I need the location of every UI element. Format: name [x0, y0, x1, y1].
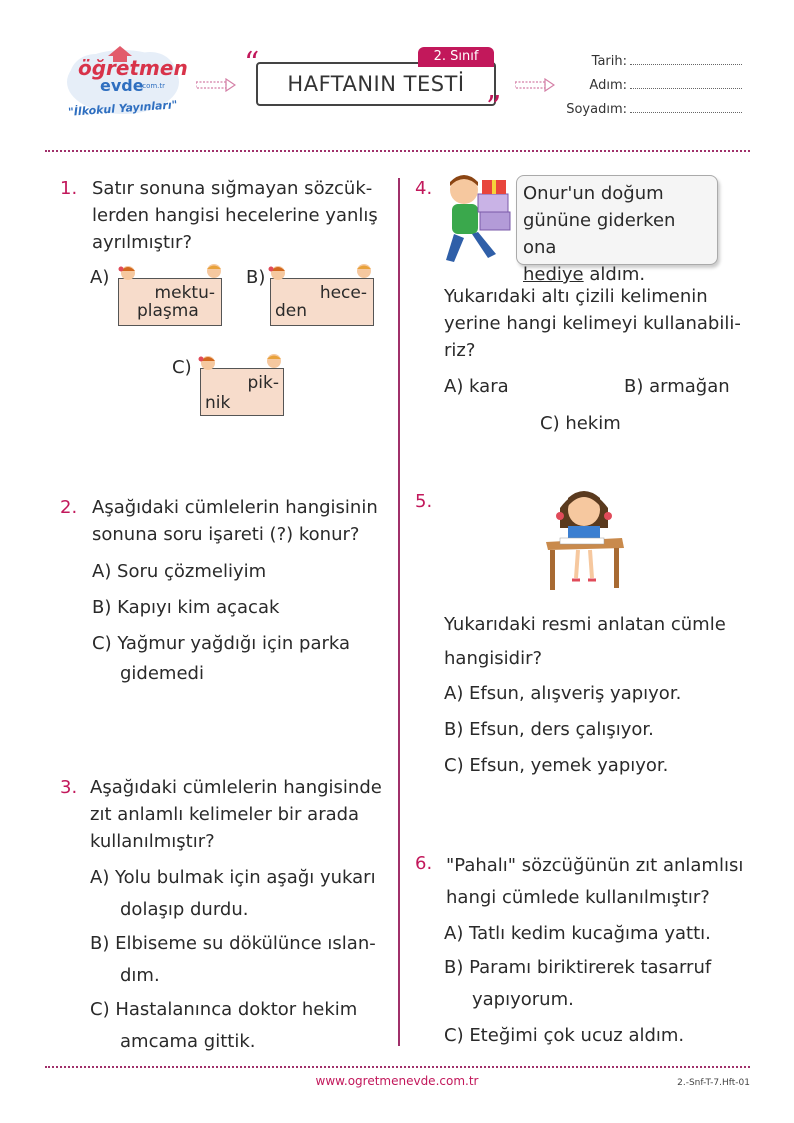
bubble-text: aldım. — [589, 264, 646, 285]
footer-code: 2.-Snf-T-7.Hft-01 — [677, 1078, 750, 1088]
logo-top-text: öğretmen — [78, 56, 188, 80]
bubble-line: Onur'un doğum — [523, 183, 664, 204]
q1-option-a-bottom: plaşma — [137, 301, 199, 321]
boy-with-gifts-icon — [438, 168, 514, 268]
surname-field[interactable] — [542, 102, 742, 117]
girl-studying-icon — [538, 478, 630, 594]
underlined-word: hediye — [523, 264, 584, 285]
q3-option-b-cont[interactable]: dım. — [120, 965, 160, 986]
q6-option-b-cont[interactable]: yapıyorum. — [472, 989, 574, 1010]
q1-option-b-top: hece- — [319, 283, 367, 303]
q3-line: Aşağıdaki cümlelerin hangisinde — [90, 777, 382, 798]
q2-line: sonuna soru işareti (?) konur? — [92, 524, 360, 545]
q5-option-a[interactable]: A) Efsun, alışveriş yapıyor. — [444, 683, 682, 704]
logo-domain-text: .com.tr — [140, 82, 166, 90]
boy-icon — [354, 260, 374, 280]
q1-option-c-bottom: nik — [205, 393, 231, 413]
q6-text — [446, 850, 746, 914]
footer-url[interactable]: www.ogretmenevde.com.tr — [315, 1074, 479, 1088]
q3-option-b[interactable]: B) Elbiseme su dökülünce ıslan- — [90, 933, 376, 954]
q5-option-b[interactable]: B) Efsun, ders çalışıyor. — [444, 719, 654, 740]
q1-option-b-card[interactable] — [270, 278, 374, 326]
q1-option-a-label[interactable]: A) — [90, 267, 110, 288]
q2-text — [92, 494, 392, 548]
boy-icon — [204, 260, 224, 280]
q5-number: 5. — [415, 491, 433, 512]
q5-line: Yukarıdaki resmi anlatan cümle — [444, 614, 726, 635]
q4-number: 4. — [415, 178, 433, 199]
q4-option-b[interactable]: B) armağan — [624, 376, 730, 397]
q2-number: 2. — [60, 497, 78, 518]
q1-option-b-bottom: den — [275, 301, 308, 321]
title-quote-open: “ — [244, 46, 260, 81]
q1-line: Satır sonuna sığmayan sözcük- — [92, 178, 373, 199]
q2-option-b[interactable]: B) Kapıyı kim açacak — [92, 597, 280, 618]
q3-option-a-cont[interactable]: dolaşıp durdu. — [120, 899, 249, 920]
logo — [58, 38, 188, 128]
grade-badge-text: 2. Sınıf — [433, 49, 479, 64]
q2-option-c[interactable]: C) Yağmur yağdığı için parka — [92, 633, 351, 654]
q4-option-c[interactable]: C) hekim — [540, 413, 621, 434]
date-label: Tarih: — [591, 54, 627, 69]
logo-bottom-text: evde — [100, 76, 144, 95]
speech-bubble — [516, 175, 718, 285]
q4-option-a[interactable]: A) kara — [444, 376, 509, 397]
q1-text — [92, 175, 392, 256]
title-quote-close: ” — [486, 90, 502, 125]
q1-option-b-label[interactable]: B) — [246, 267, 266, 288]
q3-option-c-cont[interactable]: amcama gittik. — [120, 1031, 256, 1052]
q6-number: 6. — [415, 853, 433, 874]
q6-option-a[interactable]: A) Tatlı kedim kucağıma yattı. — [444, 923, 711, 944]
q3-line: kullanılmıştır? — [90, 831, 215, 852]
q2-line: Aşağıdaki cümlelerin hangisinin — [92, 497, 378, 518]
q6-line: "Pahalı" sözcüğünün zıt anlamlısı — [446, 855, 744, 876]
bubble-line: gününe giderken ona — [523, 210, 676, 258]
name-field[interactable] — [582, 78, 742, 93]
q1-line: ayrılmıştır? — [92, 232, 193, 253]
q6-line: hangi cümlede kullanılmıştır? — [446, 887, 710, 908]
right-arrow-icon — [515, 78, 555, 92]
q2-option-a[interactable]: A) Soru çözmeliyim — [92, 561, 267, 582]
grade-badge — [418, 47, 494, 67]
q4-text — [444, 283, 744, 364]
q5-text — [444, 608, 744, 676]
footer-divider — [45, 1066, 750, 1068]
q4-line: Yukarıdaki altı çizili kelimenin — [444, 286, 708, 307]
surname-label: Soyadım: — [566, 102, 627, 117]
q1-line: lerden hangisi hecelerine yanlış — [92, 205, 378, 226]
page-title: HAFTANIN TESTİ — [287, 72, 465, 96]
q1-option-c-label[interactable]: C) — [172, 357, 192, 378]
name-label: Adım: — [589, 78, 627, 93]
q4-line: yerine hangi kelimeyi kullanabili- — [444, 313, 741, 334]
q3-line: zıt anlamlı kelimeler bir arada — [90, 804, 360, 825]
column-divider — [398, 178, 400, 1046]
girl-icon — [118, 262, 138, 282]
q1-option-c-top: pik- — [247, 373, 279, 393]
girl-icon — [198, 352, 218, 372]
q5-option-c[interactable]: C) Efsun, yemek yapıyor. — [444, 755, 669, 776]
q2-option-c-cont[interactable]: gidemedi — [120, 663, 204, 684]
q3-option-a[interactable]: A) Yolu bulmak için aşağı yukarı — [90, 867, 376, 888]
logo-tagline: "İlkokul Yayınları" — [67, 98, 178, 119]
right-arrow-icon — [196, 78, 236, 92]
q5-line: hangisidir? — [444, 648, 543, 669]
q1-option-c-card[interactable] — [200, 368, 284, 416]
girl-icon — [268, 262, 288, 282]
q3-number: 3. — [60, 777, 78, 798]
header-divider — [45, 150, 750, 152]
q3-option-c[interactable]: C) Hastalanınca doktor hekim — [90, 999, 358, 1020]
q1-option-a-top: mektu- — [154, 283, 215, 303]
q1-number: 1. — [60, 178, 78, 199]
boy-icon — [264, 350, 284, 370]
q4-line: riz? — [444, 340, 476, 361]
q3-text — [90, 774, 390, 855]
q6-option-b[interactable]: B) Paramı biriktirerek tasarruf — [444, 957, 712, 978]
q6-option-c[interactable]: C) Eteğimi çok ucuz aldım. — [444, 1025, 685, 1046]
q1-option-a-card[interactable] — [118, 278, 222, 326]
date-field[interactable] — [582, 54, 742, 69]
